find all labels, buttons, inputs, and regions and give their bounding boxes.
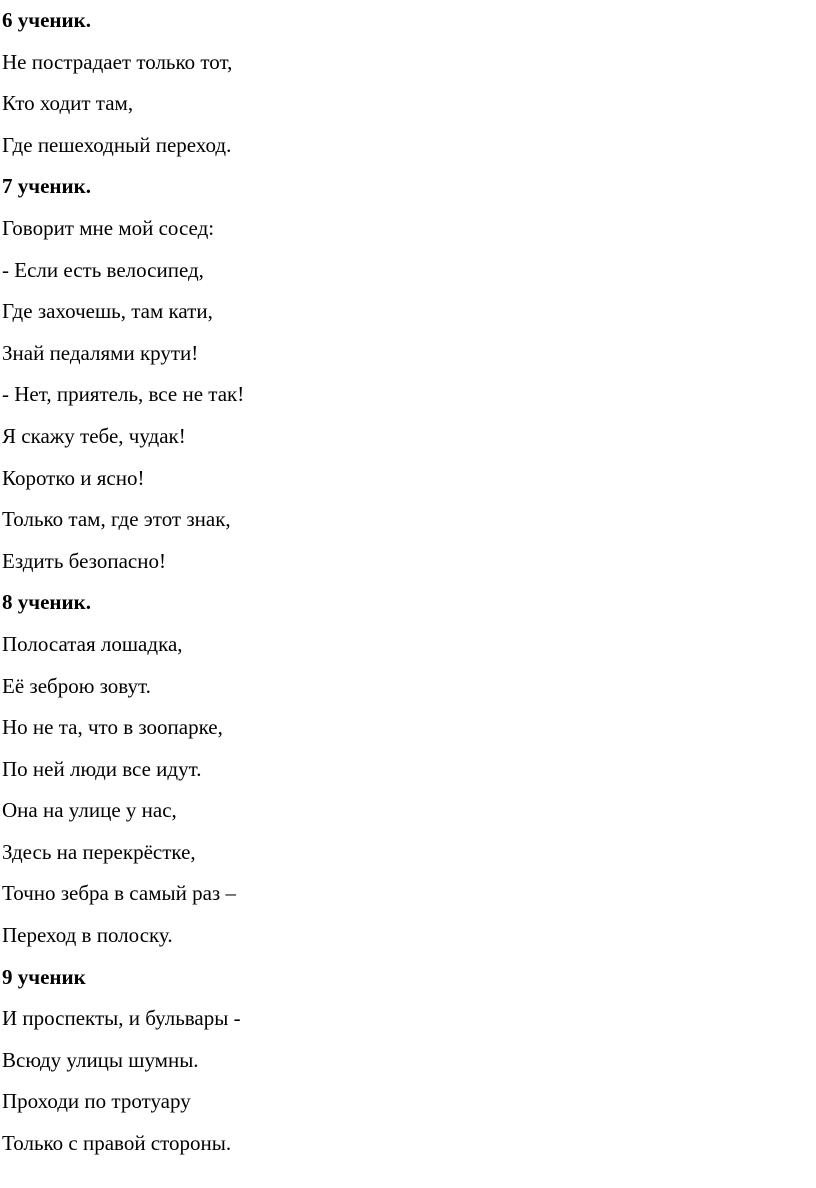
poem-line: Но не та, что в зоопарке,: [2, 715, 223, 740]
poem-line: Её зеброю зовут.: [2, 673, 151, 698]
poem-line: Где захочешь, там кати,: [2, 299, 213, 324]
section-heading: 9 ученик: [2, 964, 86, 989]
poem-line: Говорит мне мой сосед:: [2, 215, 215, 240]
section-heading: 8 ученик.: [2, 590, 91, 615]
poem-line: Всюду улицы шумны.: [2, 1047, 199, 1072]
poem-line: Коротко и ясно!: [2, 465, 145, 490]
poem-line: Она на улице у нас,: [2, 798, 177, 823]
poem-line: Кто ходит там,: [2, 91, 134, 116]
poem-line: - Нет, приятель, все не так!: [2, 382, 245, 407]
poem-line: Ездить безопасно!: [2, 548, 166, 573]
poem-line: - Если есть велосипед,: [2, 257, 204, 282]
section-student-9: [2, 957, 816, 1165]
poem-line: Проходи по тротуару: [2, 1089, 191, 1114]
poem-line: Полосатая лошадка,: [2, 631, 183, 656]
poem-line: По ней люди все идут.: [2, 756, 202, 781]
poem-line: Я скажу тебе, чудак!: [2, 423, 186, 448]
poem-line: Здесь на перекрёстке,: [2, 839, 196, 864]
section-student-6: [2, 0, 816, 166]
section-heading: 7 ученик.: [2, 174, 91, 199]
poem-line: Где пешеходный переход.: [2, 132, 232, 157]
section-student-8: [2, 582, 816, 956]
poem-line: Переход в полоску.: [2, 923, 173, 948]
section-student-7: [2, 166, 816, 582]
poem-line: Знай педалями крути!: [2, 340, 199, 365]
poem-text: [2, 0, 816, 1165]
poem-line: И проспекты, и бульвары -: [2, 1006, 241, 1031]
poem-line: Точно зебра в самый раз –: [2, 881, 236, 906]
section-heading: 6 ученик.: [2, 8, 91, 32]
poem-line: Не пострадает только тот,: [2, 49, 233, 74]
poem-line: Только там, где этот знак,: [2, 507, 231, 532]
poem-line: Только с правой стороны.: [2, 1131, 232, 1156]
